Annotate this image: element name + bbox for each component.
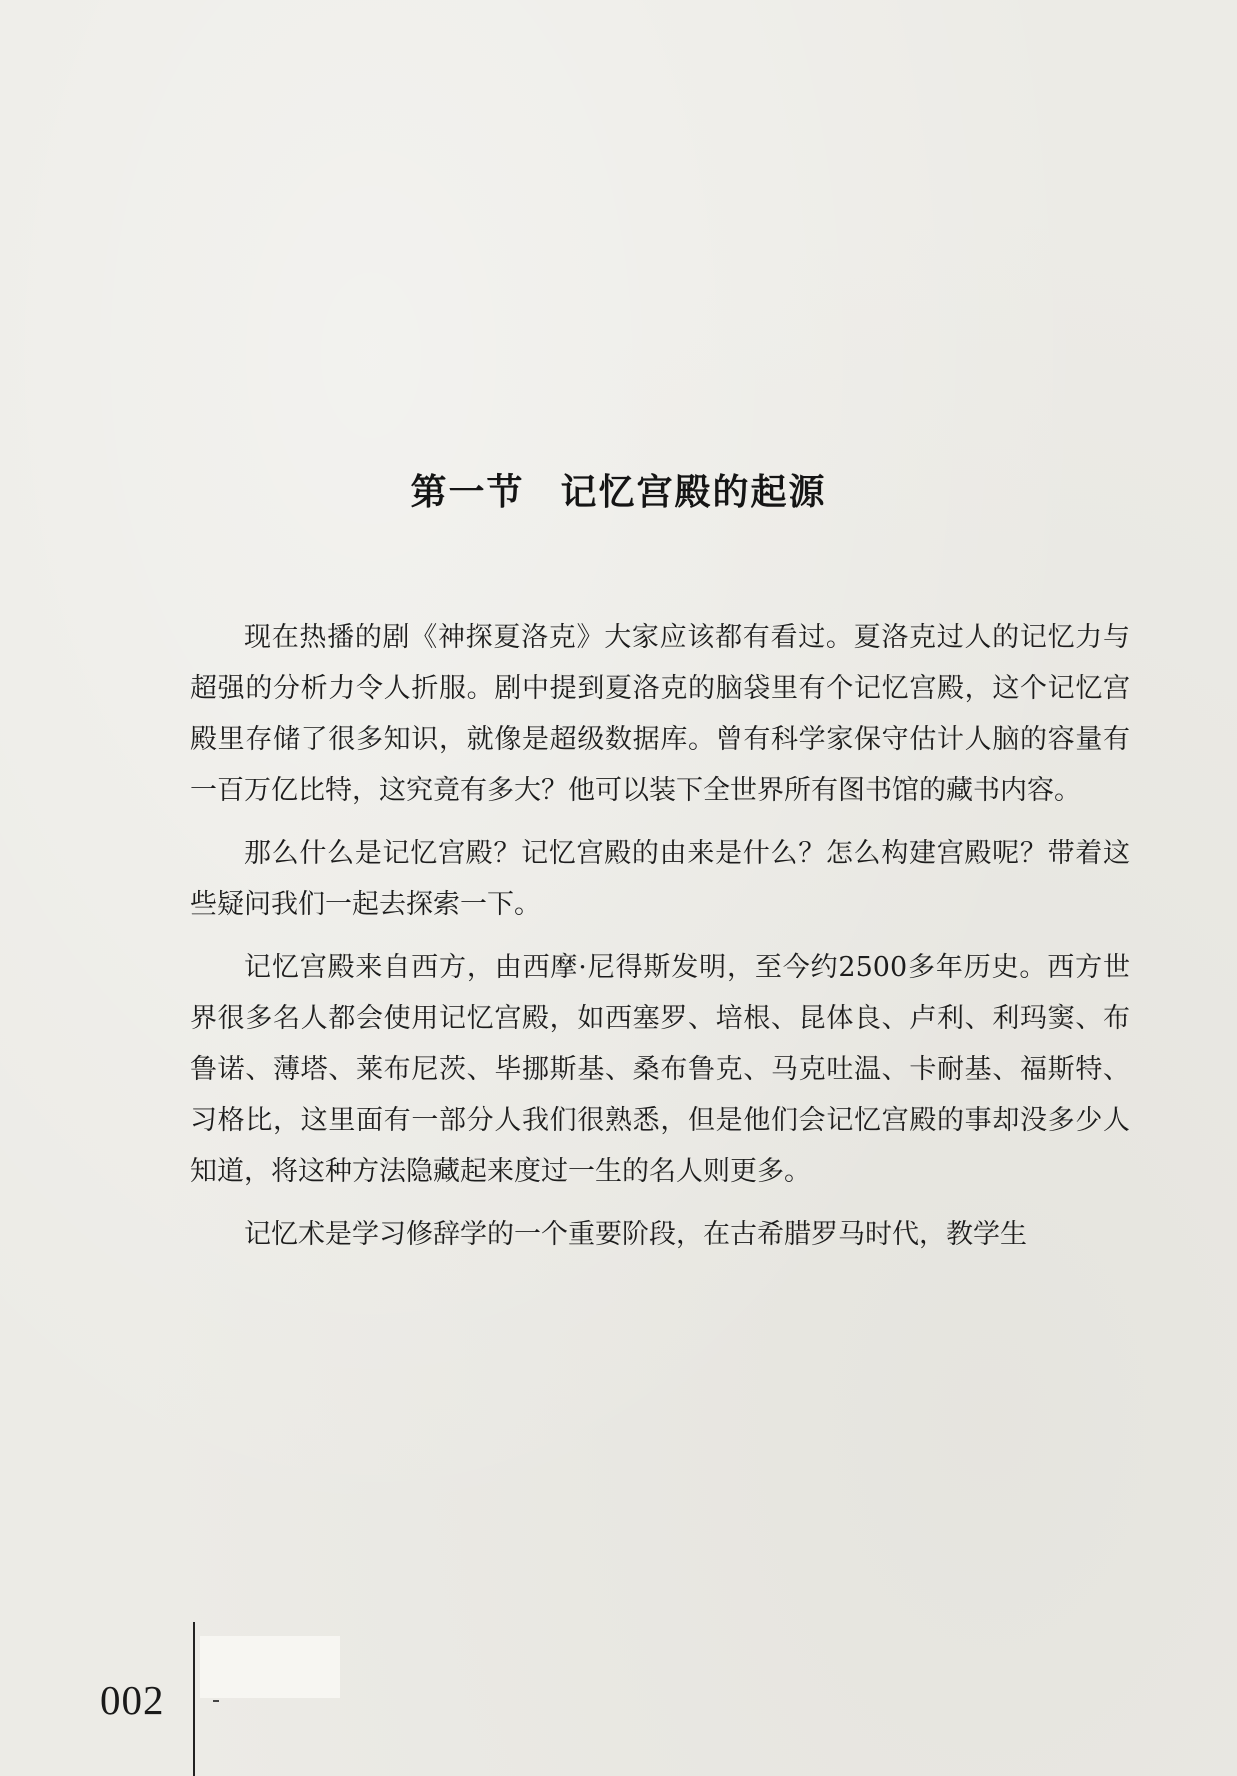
body-text <box>190 612 1130 1272</box>
paragraph: 现在热播的剧《神探夏洛克》大家应该都有看过。夏洛克过人的记忆力与超强的分析力令人折服。剧中提到夏洛克的脑袋里有个记忆宫殿，这个记忆宫殿里存储了很多知识，就像是超级数据库。曾有科学家保守估计人脑的容量有一百万亿比特，这究竟有多大？他可以装下全世界所有图书馆的藏书内容。 <box>190 622 1130 806</box>
page-number: 002 <box>100 1677 165 1723</box>
footer-dash <box>213 1700 219 1702</box>
footer-blank-patch <box>200 1636 340 1698</box>
paragraph: 那么什么是记忆宫殿？记忆宫殿的由来是什么？怎么构建宫殿呢？带着这些疑问我们一起去探索一下。 <box>190 838 1130 920</box>
chapter-number: 第一节 <box>410 471 525 514</box>
footer-divider <box>193 1622 195 1776</box>
chapter-heading <box>0 464 1237 515</box>
chapter-title: 记忆宫殿的起源 <box>560 471 827 514</box>
paragraph: 记忆术是学习修辞学的一个重要阶段，在古希腊罗马时代，教学生 <box>244 1219 1027 1250</box>
paragraph: 记忆宫殿来自西方，由西摩·尼得斯发明，至今约2500多年历史。西方世界很多名人都会使用记忆宫殿，如西塞罗、培根、昆体良、卢利、利玛窦、布鲁诺、薄塔、莱布尼茨、毕挪斯基、桑布鲁克、马克吐温、卡耐基、福斯特、习格比，这里面有一部分人我们很熟悉，但是他们会记忆宫殿的事却没多少人知道，将这种方法隐藏起来度过一生的名人则更多。 <box>190 952 1130 1187</box>
